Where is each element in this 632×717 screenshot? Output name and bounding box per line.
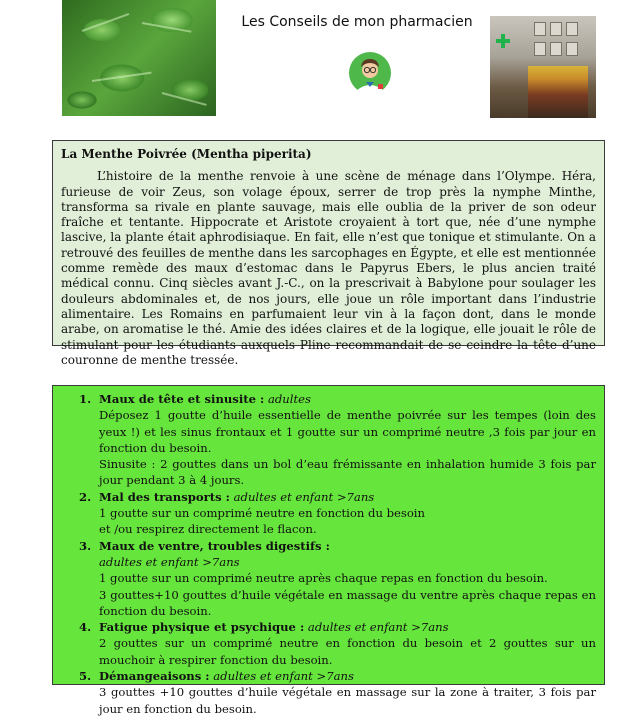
remedy-title: Fatigue physique et psychique :	[99, 620, 305, 635]
remedy-number: 3.	[79, 538, 92, 553]
history-title: La Menthe Poivrée (Mentha piperita)	[61, 147, 312, 161]
remedy-line: 2 gouttes sur un comprimé neutre en fonction du besoin et 2 gouttes sur un mouchoir à respirer fonction du besoin.	[99, 636, 596, 667]
mint-leaves-photo	[62, 0, 216, 116]
pharmacist-avatar-icon	[348, 51, 392, 95]
remedy-line: 1 goutte sur un comprimé neutre en fonction du besoin	[99, 506, 425, 521]
remedies-section	[52, 385, 605, 716]
remedy-number: 5.	[79, 669, 92, 684]
remedy-title: Maux de tête et sinusite :	[99, 392, 265, 406]
remedy-audience: adultes	[267, 392, 311, 406]
history-section	[52, 140, 605, 367]
remedy-number: 2.	[79, 489, 92, 504]
remedy-line: 3 gouttes +10 gouttes d’huile végétale en massage sur la zone à traiter, 3 fois par jour en fonction du besoin.	[99, 685, 596, 716]
history-text: L’histoire de la menthe renvoie à une scène de ménage dans l’Olympe. Héra, furieuse de voir Zeus, son volage époux, serrer de trop près la nymphe Minthe, transforma sa rivale en plante sauvage, mais elle oublia de la priver de son odeur fraîche et tentante. Hippocrate et Aristote croyaient à tort que, née d’une nymphe lascive, la plante était aphrodisiaque. En fait, elle n’est que tonique et stimulante. On a retrouvé des feuilles de menthe dans les sarcophages en Égypte, et elle est mentionnée comme remède des maux d’estomac dans le Papyrus Ebers, le plus ancien traité médical connu. Cinq siècles avant J.-C., on la prescrivait à Babylone pour soulager les douleurs abdominales et, de nos jours, elle joue un rôle important dans l’industrie alimentaire. Les Romains en parfumaient leur vin à la façon dont, dans le monde arabe, on aromatise le thé. Amie des idées claires et de la logique, elle jouait le rôle de stimulant pour les étudiants auxquels Pline recommandait de se ceindre la tête d’une couronne de menthe tressée.	[61, 169, 596, 367]
pharmacy-storefront-photo	[490, 16, 596, 118]
remedy-item	[53, 619, 596, 668]
remedy-audience: adultes et enfant >7ans	[233, 489, 375, 504]
remedy-item	[53, 538, 596, 619]
remedy-item	[53, 489, 596, 538]
pharmacy-cross-icon	[496, 34, 510, 48]
page-title: Les Conseils de mon pharmacien	[241, 14, 473, 30]
remedy-title: Mal des transports :	[99, 489, 230, 504]
remedy-number: 1.	[79, 392, 92, 406]
remedy-line: et /ou respirez directement le flacon.	[99, 522, 317, 537]
remedy-title: Maux de ventre, troubles digestifs :	[99, 538, 330, 553]
remedy-line: Sinusite : 2 gouttes dans un bol d’eau frémissante en inhalation humide 3 fois par jour pendant 3 à 4 jours.	[99, 457, 596, 488]
remedy-line: 1 goutte sur un comprimé neutre après chaque repas en fonction du besoin.	[99, 571, 548, 586]
remedy-title: Démangeaisons :	[99, 669, 210, 684]
remedy-audience: adultes et enfant >7ans	[213, 669, 354, 684]
remedy-audience: adultes et enfant >7ans	[99, 554, 240, 569]
remedy-item	[53, 668, 596, 717]
remedy-line: 3 gouttes+10 gouttes d’huile végétale en massage du ventre après chaque repas en fonction du besoin.	[99, 587, 596, 618]
remedies-list	[53, 391, 596, 717]
remedy-audience: adultes et enfant >7ans	[307, 620, 449, 635]
remedy-item	[53, 391, 596, 489]
remedy-line: Déposez 1 goutte d’huile essentielle de menthe poivrée sur les tempes (loin des yeux !) et les sinus frontaux et 1 goutte sur un comprimé neutre ,3 fois par jour en fonction du besoin.	[99, 408, 596, 455]
remedy-number: 4.	[79, 620, 92, 635]
